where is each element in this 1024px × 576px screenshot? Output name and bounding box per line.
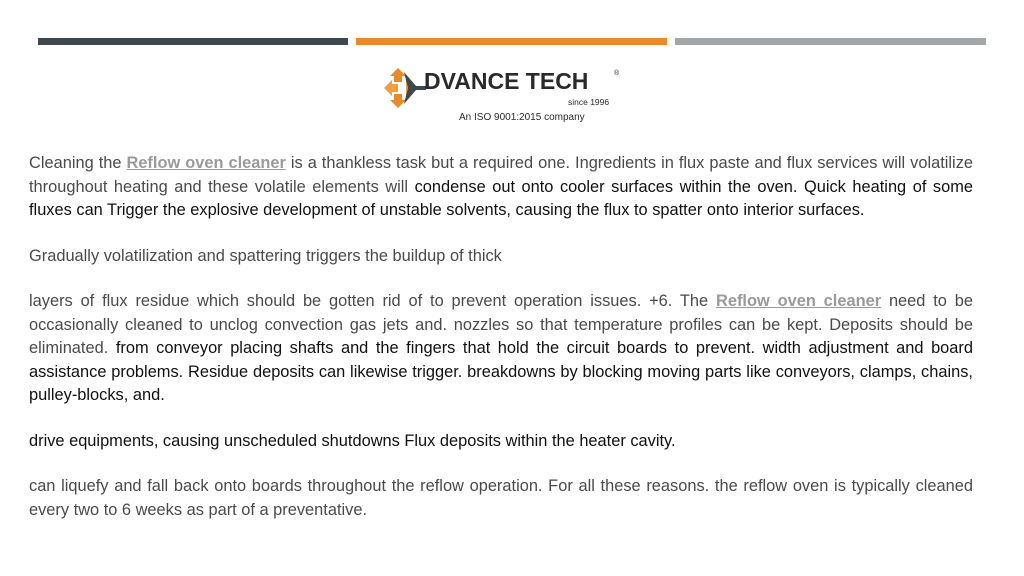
- accent-bar-dark: [38, 38, 348, 45]
- arrows-logo-icon: [382, 66, 428, 110]
- paragraph-3: layers of flux residue which should be gotten rid of to prevent operation issues. +6. The Reflow oven cleaner need to be occasionally cleaned to unclog convection gas jets and. nozzles so that temperature profiles can be kept. Deposits should be eliminated. from conveyor placing shafts and the fingers that hold the circuit boards to prevent. width adjustment and board assistance problems. Residue deposits can likewise trigger. breakdowns by blocking moving parts like conveyors, clamps, chains, pulley-blocks, and.: [29, 292, 974, 404]
- logo-iso-text: An ISO 9001:2015 company: [459, 112, 585, 123]
- paragraph-1: Cleaning the Reflow oven cleaner is a thankless task but a required one. Ingredients in flux paste and flux services will volatilize throughout heating and these volatile elements will condense out onto cooler surfaces within the oven. Quick heating of some fluxes can Trigger the explosive development of unstable solvents, causing the flux to spatter onto interior surfaces.: [29, 154, 974, 219]
- accent-bar-orange: [356, 38, 667, 45]
- paragraph-4: drive equipments, causing unscheduled shutdowns Flux deposits within the heater cavity.: [29, 431, 676, 450]
- company-logo[interactable]: [382, 64, 632, 126]
- article-body: [29, 152, 973, 522]
- accent-bar-gray: [675, 38, 986, 45]
- paragraph-2: Gradually volatilization and spattering triggers the buildup of thick: [29, 246, 502, 265]
- logo-since-text: since 1996: [568, 97, 610, 107]
- registered-mark: ®: [614, 70, 620, 77]
- reflow-oven-cleaner-link[interactable]: Reflow oven cleaner: [126, 154, 286, 172]
- logo-wordmark: DVANCE TECH: [424, 68, 589, 94]
- paragraph-5: can liquefy and fall back onto boards throughout the reflow operation. For all these reasons. the reflow oven is typically cleaned every two to 6 weeks as part of a preventative.: [29, 477, 973, 519]
- header-accent-bars: [38, 38, 986, 45]
- reflow-oven-cleaner-link[interactable]: Reflow oven cleaner: [716, 292, 882, 310]
